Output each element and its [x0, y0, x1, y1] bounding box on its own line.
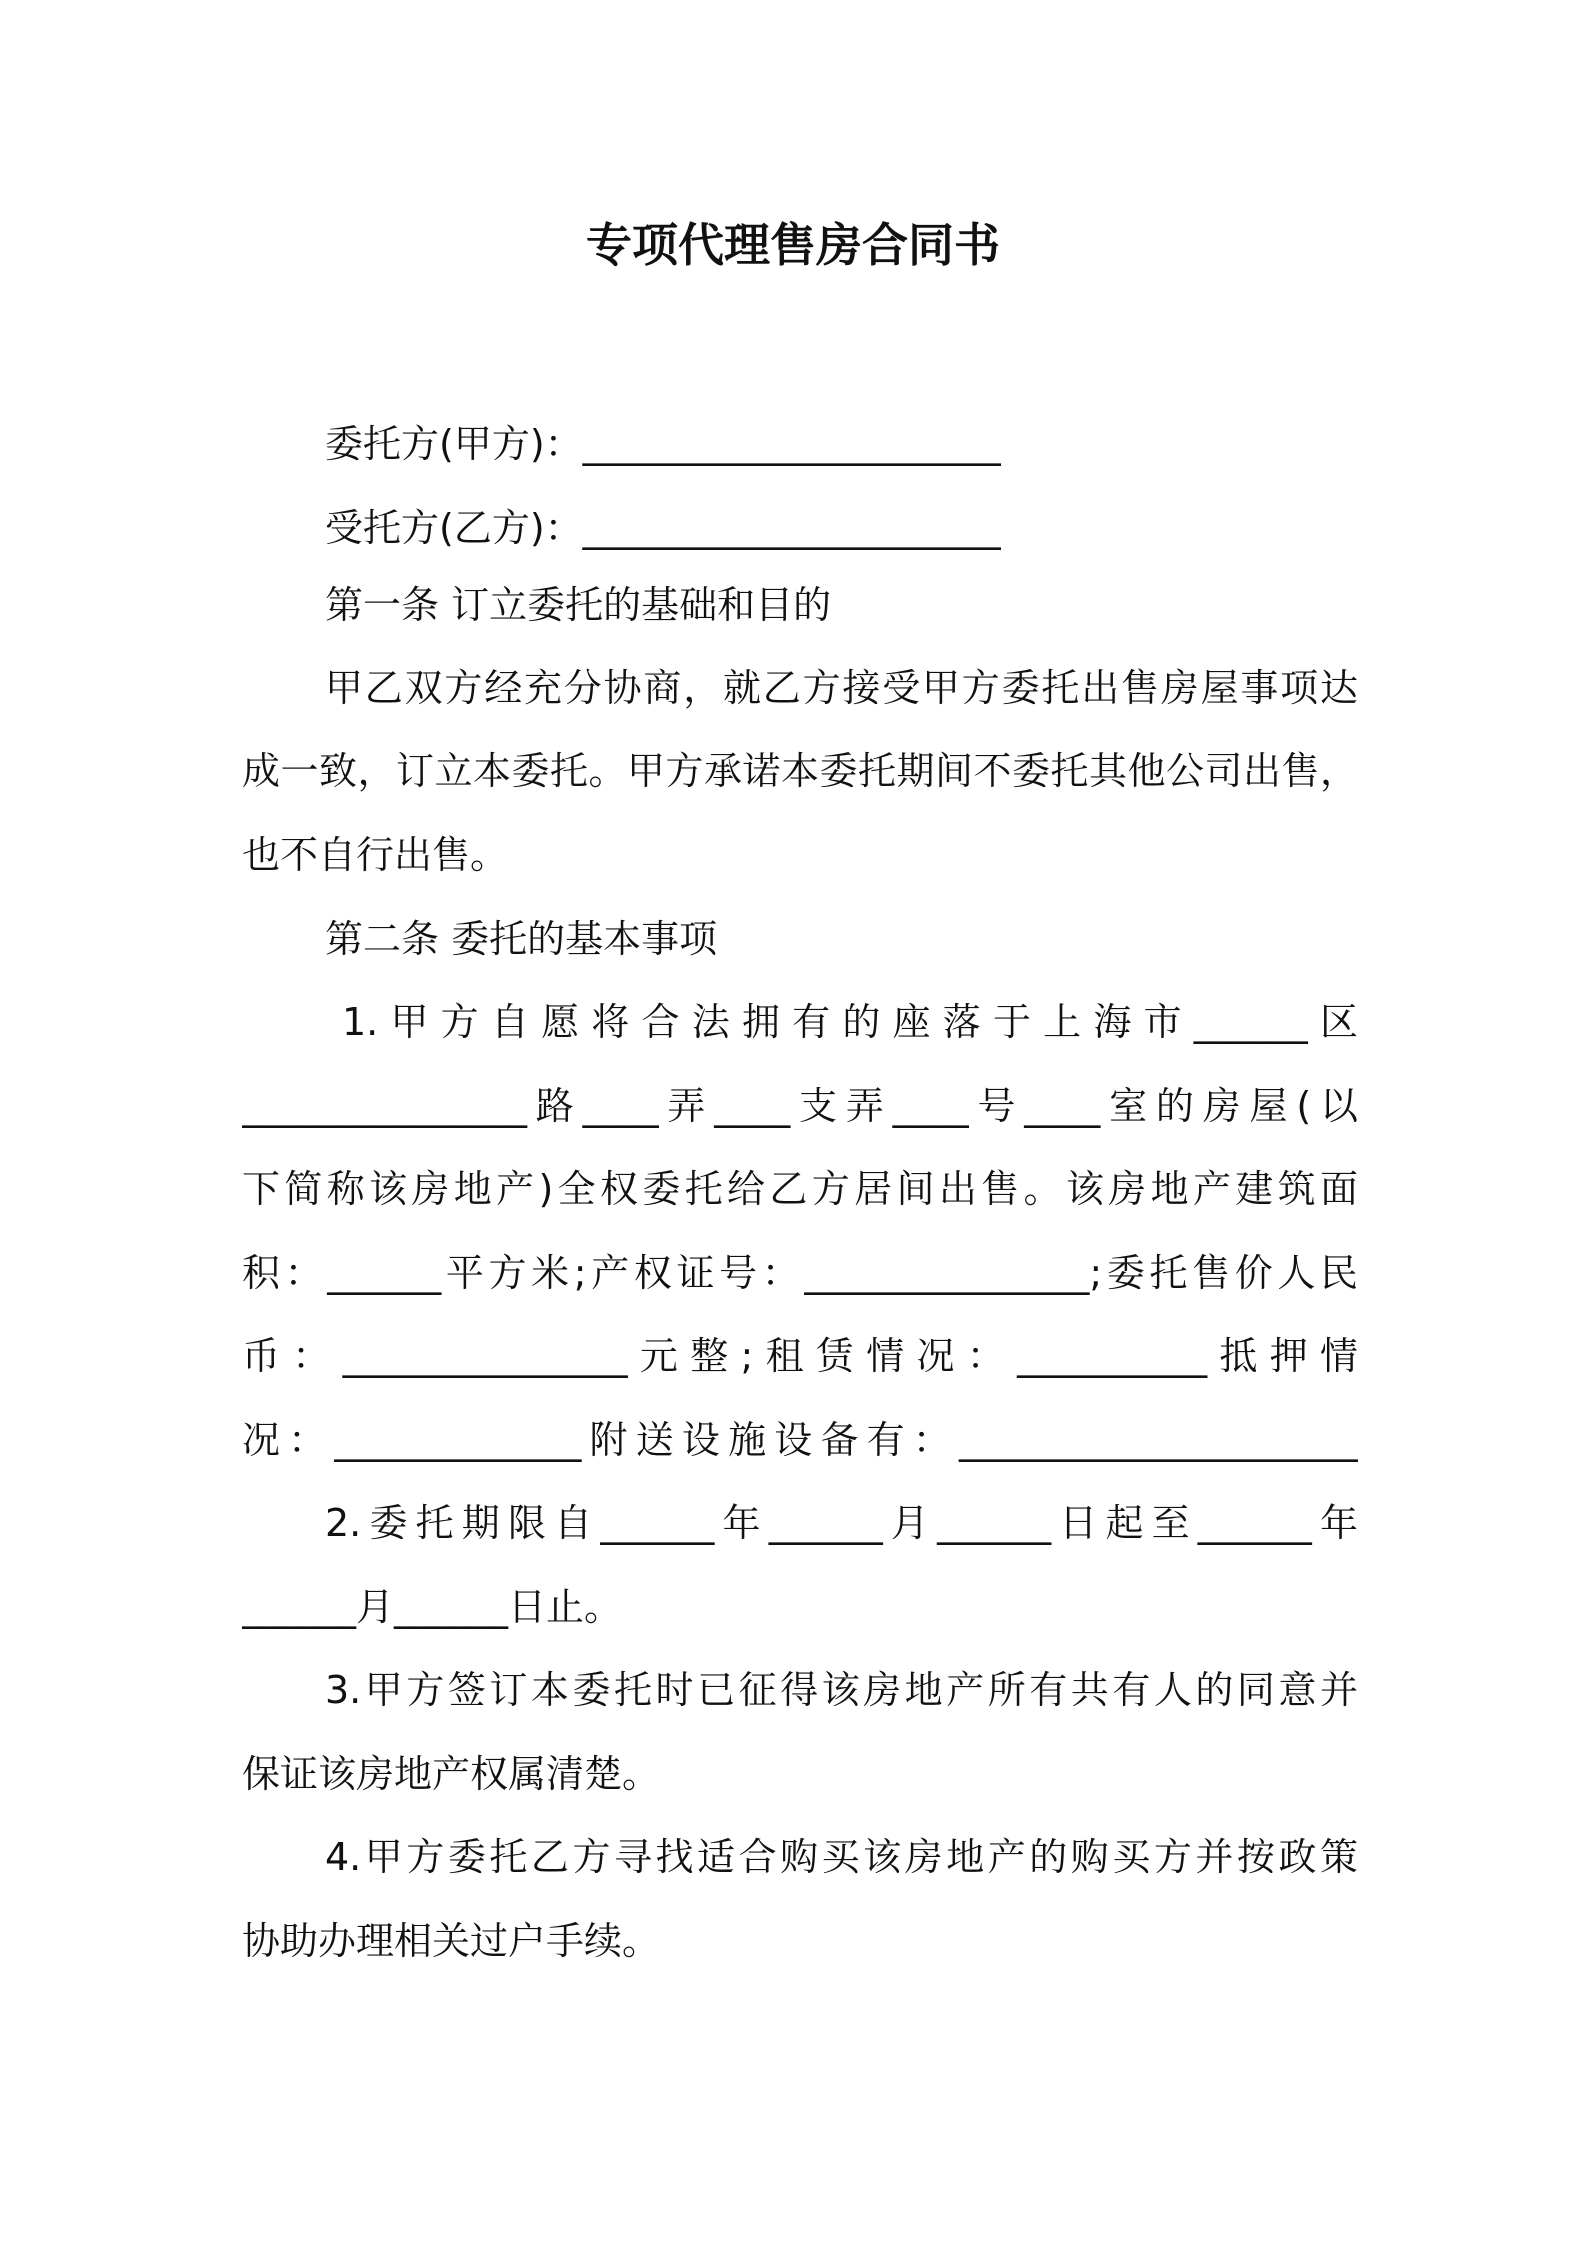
item-2-line: ______月______日止。: [242, 1585, 623, 1629]
party-b-line: 受托方(乙方)：______________________: [325, 506, 1001, 550]
item-1-line: 1.甲方自愿将合法拥有的座落于上海市______区: [342, 1000, 1358, 1044]
party-a-line: 委托方(甲方)：______________________: [325, 422, 1001, 466]
document-title: 专项代理售房合同书: [586, 218, 1000, 272]
item-2-line: 2.委托期限自______年______月______日起至______年: [325, 1501, 1358, 1545]
item-3-line: 3.甲方签订本委托时已征得该房地产所有共有人的同意并: [325, 1668, 1358, 1712]
article-1-text-line: 成一致，订立本委托。甲方承诺本委托期间不委托其他公司出售，: [242, 749, 1358, 793]
article-1-heading: 第一条 订立委托的基础和目的: [325, 583, 832, 627]
item-1-line: 下简称该房地产)全权委托给乙方居间出售。该房地产建筑面: [242, 1167, 1358, 1211]
item-1-line: 积：______平方米;产权证号：_______________;委托售价人民: [242, 1251, 1358, 1295]
item-1-line: _______________路____弄____支弄____号____室的房屋(以: [242, 1084, 1358, 1128]
article-1-text-line: 也不自行出售。: [242, 833, 509, 877]
article-2-heading: 第二条 委托的基本事项: [325, 917, 718, 961]
item-4-line: 4.甲方委托乙方寻找适合购买该房地产的购买方并按政策: [325, 1835, 1358, 1879]
article-1-text-line: 甲乙双方经充分协商，就乙方接受甲方委托出售房屋事项达: [325, 666, 1358, 710]
item-1-line: 币：_______________元整;租赁情况：__________抵押情: [242, 1334, 1358, 1378]
item-1-line: 况：_____________附送设施设备有：_____________________: [242, 1418, 1358, 1462]
item-4-line: 协助办理相关过户手续。: [242, 1919, 661, 1963]
item-3-line: 保证该房地产权属清楚。: [242, 1752, 661, 1796]
